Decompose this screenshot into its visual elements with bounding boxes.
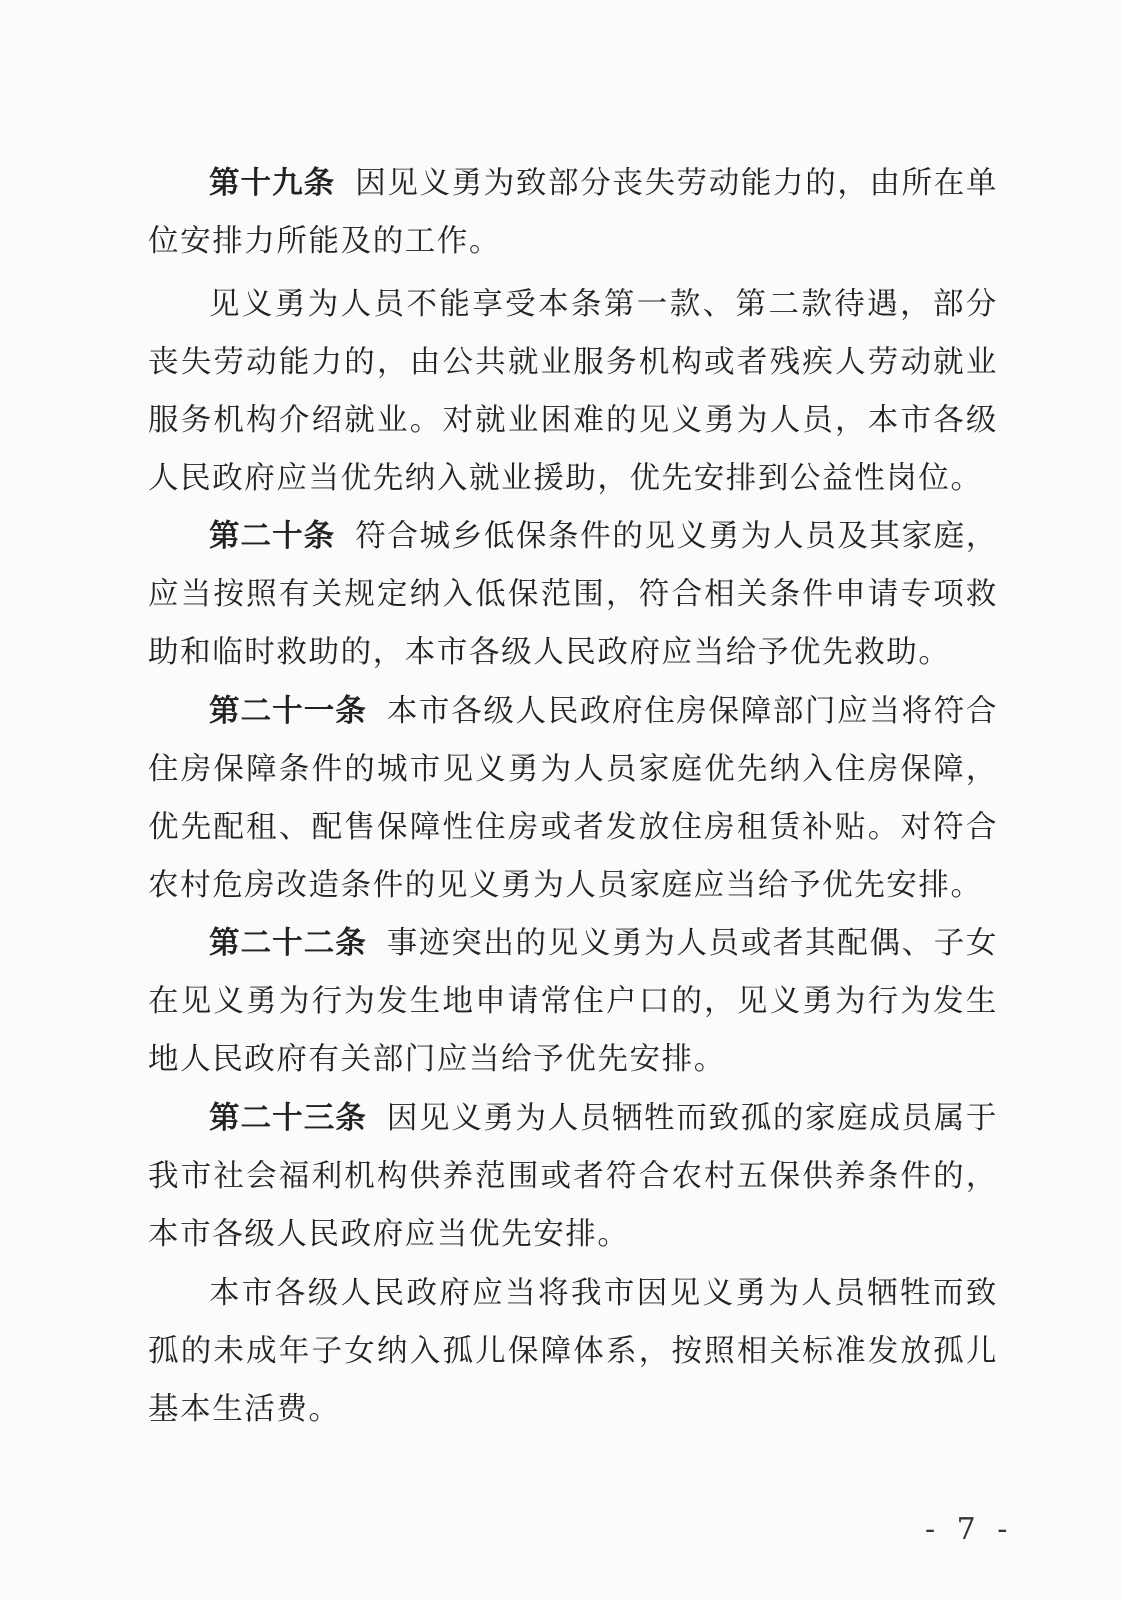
article-text: 符合城乡低保条件的见义勇为人员及其家庭，应当按照有关规定纳入低保范围，符合相关条件申请专项救助和临时救助的，本市各级人民政府应当给予优先救助。 [148, 519, 999, 670]
article-number: 第二十二条 [209, 926, 367, 961]
article-number: 第二十条 [209, 519, 336, 554]
article-text: 本市各级人民政府住房保障部门应当将符合住房保障条件的城市见义勇为人员家庭优先纳入住房保障，优先配租、配售保障性住房或者发放住房租赁补贴。对符合农村危房改造条件的见义勇为人员家庭应当给予优先安排。 [148, 694, 999, 903]
article-23-paragraph [148, 1090, 998, 1264]
article-19-paragraph [148, 155, 998, 271]
article-text: 事迹突出的见义勇为人员或者其配偶、子女在见义勇为行为发生地申请常住户口的，见义勇为行为发生地人民政府有关部门应当给予优先安排。 [148, 926, 999, 1077]
article-text: 因见义勇为人员牺牲而致孤的家庭成员属于我市社会福利机构供养范围或者符合农村五保供养条件的，本市各级人民政府应当优先安排。 [148, 1101, 999, 1252]
article-19-paragraph-2 [148, 276, 998, 508]
article-text: 因见义勇为致部分丧失劳动能力的，由所在单位安排力所能及的工作。 [148, 166, 999, 259]
article-number: 第十九条 [209, 166, 336, 201]
article-number: 第二十一条 [209, 694, 367, 729]
article-number: 第二十三条 [209, 1101, 367, 1136]
article-text: 见义勇为人员不能享受本条第一款、第二款待遇，部分丧失劳动能力的，由公共就业服务机构或者残疾人劳动就业服务机构介绍就业。对就业困难的见义勇为人员，本市各级人民政府应当优先纳入就业援助，优先安排到公益性岗位。 [148, 287, 998, 496]
article-22-paragraph [148, 915, 998, 1089]
article-text: 本市各级人民政府应当将我市因见义勇为人员牺牲而致孤的未成年子女纳入孤儿保障体系，按照相关标准发放孤儿基本生活费。 [148, 1276, 998, 1427]
page-number: - 7 - [925, 1512, 1014, 1547]
article-21-paragraph [148, 683, 998, 915]
article-20-paragraph [148, 508, 998, 682]
article-23-paragraph-2 [148, 1265, 998, 1439]
